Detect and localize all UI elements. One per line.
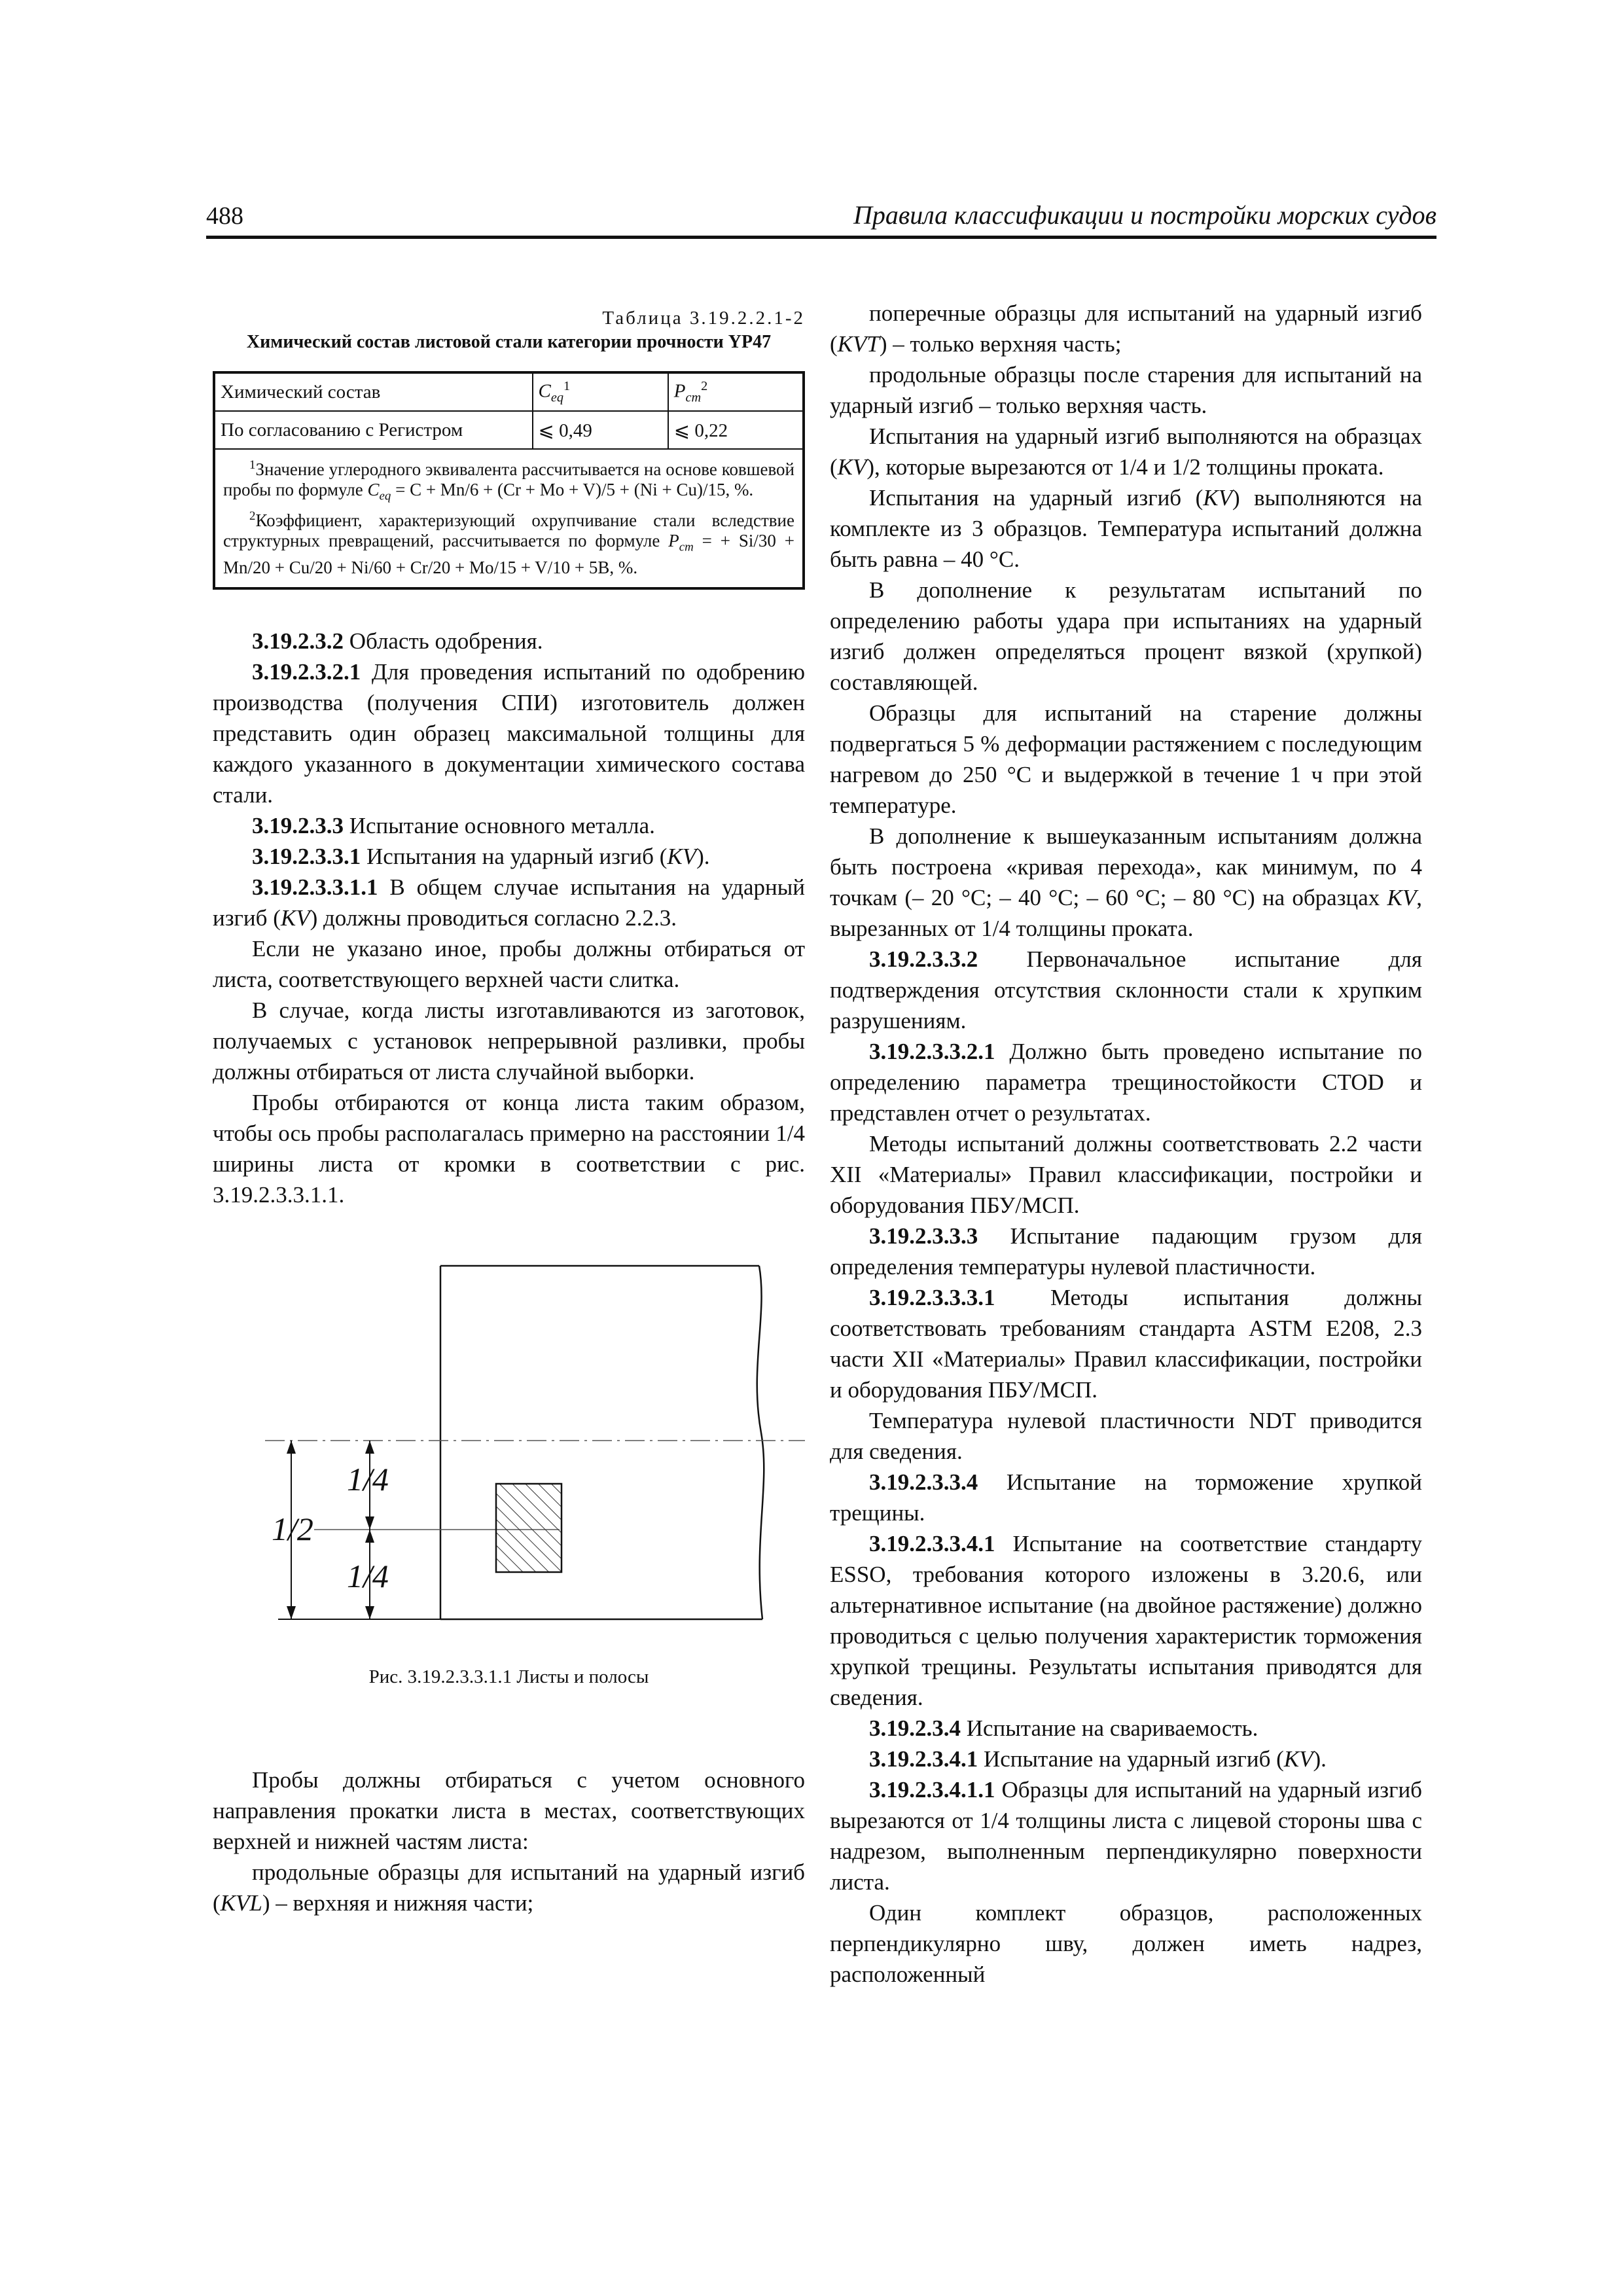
paragraph: 3.19.2.3.3.2 Первоначальное испытание для подтверждения отсутствия склонности стали к хрупким разрушениям. bbox=[830, 946, 1422, 1033]
table-header-row bbox=[214, 372, 804, 411]
paragraph: 3.19.2.3.3 Испытание основного металла. bbox=[252, 812, 655, 838]
paragraph: продольные образцы для испытаний на ударный изгиб (KVL) – верхняя и нижняя части; bbox=[213, 1859, 805, 1916]
label-quarter-bottom: 1/4 bbox=[347, 1557, 389, 1594]
table-notes bbox=[214, 449, 804, 588]
table-footnote: $^2$Коэффициент, характеризующий охрупчивание стали вследствие структурных превращений, рассчитывается по формуле $P_{cm}$ = + Si/30 + Mn/20 + Cu/20 + Ni/60 + Cr/20 + Mo/15 + V/10 + 5B, %. bbox=[223, 509, 794, 577]
table-cell: ⩽ 0,49 bbox=[533, 411, 668, 449]
paragraph: В дополнение к вышеуказанным испытаниям должна быть построена «кривая перехода», как минимум, по 4 точкам (– 20 °С; – 40 °С; – 60 °С; – 80 °С) на образцах KV, вырезанных от 1/4 толщины проката. bbox=[830, 823, 1422, 941]
left-column bbox=[213, 298, 805, 1918]
arrowhead bbox=[365, 1516, 374, 1530]
paragraph: Пробы отбираются от конца листа таким образом, чтобы ось пробы располагалась примерно на расстоянии 1/4 ширины листа от кромки в соответствии с рис. 3.19.2.3.3.1.1. bbox=[213, 1089, 805, 1208]
paragraph: В дополнение к результатам испытаний по определению работы удара при испытаниях на ударный изгиб должен определяться процент вязкой (хрупкой) составляющей. bbox=[830, 577, 1422, 695]
arrowhead bbox=[287, 1441, 296, 1454]
paragraph: поперечные образцы для испытаний на ударный изгиб (KVT) – только верхняя часть; bbox=[830, 300, 1422, 357]
table-notes-row bbox=[214, 449, 804, 588]
paragraph: Испытания на ударный изгиб выполняются на образцах (KV), которые вырезаются от 1/4 и 1/2 толщины проката. bbox=[830, 423, 1422, 480]
label-quarter-top: 1/4 bbox=[347, 1460, 389, 1498]
table-caption: Таблица 3.19.2.2.1-2 bbox=[602, 308, 805, 329]
paragraph: Методы испытаний должны соответствовать 2.2 части XII «Материалы» Правил классификации, постройки и оборудования ПБУ/МСП. bbox=[830, 1131, 1422, 1218]
sheet-break-line bbox=[757, 1266, 764, 1619]
figure-caption: Рис. 3.19.2.3.3.1.1 Листы и полосы bbox=[368, 1666, 649, 1687]
table-title: Химический состав листовой стали категории прочности YP47 bbox=[246, 332, 772, 352]
table-header-cell: $C_{eq}^1$ bbox=[533, 372, 668, 411]
paragraph: 3.19.2.3.2 Область одобрения. bbox=[252, 628, 543, 654]
right-column bbox=[830, 298, 1422, 1990]
label-half: 1/2 bbox=[272, 1510, 313, 1547]
paragraph: 3.19.2.3.3.1 Испытания на ударный изгиб (KV). bbox=[252, 843, 710, 869]
paragraph: продольные образцы после старения для испытаний на ударный изгиб – только верхняя часть. bbox=[830, 362, 1422, 418]
table-cell: По согласованию с Регистром bbox=[214, 411, 533, 449]
running-title: Правила классификации и постройки морских судов bbox=[853, 200, 1436, 230]
table-footnote: $^1$Значение углеродного эквивалента рассчитывается на основе ковшевой пробы по формуле $C_{eq} = C + Mn/6 + (Cr + Mo + V)/5 + (Ni + Cu)/15$, %. bbox=[223, 458, 794, 503]
table-header-cell: Химический состав bbox=[214, 372, 533, 411]
table-header-cell: $P_{cm}^2$ bbox=[668, 372, 804, 411]
page-header bbox=[206, 196, 1436, 239]
paragraph: 3.19.2.3.3.1.1 В общем случае испытания на ударный изгиб (KV) должны проводиться согласно 2.2.3. bbox=[213, 874, 805, 931]
paragraph: 3.19.2.3.3.4.1 Испытание на соответствие стандарту ESSO, требования которого изложены в 3.20.6, или альтернативное испытание (на двойное растяжение) должно проводиться с целью получения характеристик торможения хрупкой трещины. Результаты испытания приводятся для сведения. bbox=[830, 1531, 1422, 1710]
chemical-composition-table bbox=[213, 371, 805, 590]
paragraph: Образцы для испытаний на старение должны подвергаться 5 % деформации растяжением с последующим нагревом до 250 °С и выдержкой в течение 1 ч при этой температуре. bbox=[830, 700, 1422, 818]
figure-sheets-and-strips bbox=[213, 1236, 805, 1655]
paragraph: В случае, когда листы изготавливаются из заготовок, получаемых с установок непрерывной разливки, пробы должны отбираться от листа случайной выборки. bbox=[213, 997, 805, 1085]
table-row bbox=[214, 411, 804, 449]
paragraph: Температура нулевой пластичности NDT приводится для сведения. bbox=[830, 1408, 1422, 1464]
paragraph: 3.19.2.3.3.4 Испытание на торможение хрупкой трещины. bbox=[830, 1469, 1422, 1526]
paragraph: Один комплект образцов, расположенных перпендикулярно шву, должен иметь надрез, расположенный bbox=[830, 1900, 1422, 1987]
paragraph: 3.19.2.3.3.2.1 Должно быть проведено испытание по определению параметра трещиностойкости CTOD и представлен отчет о результатах. bbox=[830, 1039, 1422, 1126]
arrowhead bbox=[365, 1441, 374, 1454]
sheet-diagram bbox=[213, 1236, 805, 1629]
paragraph: Испытания на ударный изгиб (KV) выполняются на комплекте из 3 образцов. Температура испытаний должна быть равна – 40 °С. bbox=[830, 485, 1422, 572]
paragraph: 3.19.2.3.4.1 Испытание на ударный изгиб (KV). bbox=[869, 1746, 1327, 1772]
paragraph: Пробы должны отбираться с учетом основного направления прокатки листа в местах, соответствующих верхней и нижней частям листа: bbox=[213, 1767, 805, 1854]
arrowhead bbox=[365, 1606, 374, 1619]
paragraph: 3.19.2.3.2.1 Для проведения испытаний по одобрению производства (получения СПИ) изготовитель должен представить один образец максимальной толщины для каждого указанного в документации химического состава стали. bbox=[213, 658, 805, 808]
arrowhead bbox=[287, 1606, 296, 1619]
specimen-location bbox=[496, 1484, 562, 1572]
paragraph: Если не указано иное, пробы должны отбираться от листа, соответствующего верхней части слитка. bbox=[213, 935, 805, 992]
paragraph: 3.19.2.3.4.1.1 Образцы для испытаний на ударный изгиб вырезаются от 1/4 толщины листа с лицевой стороны шва с надрезом, выполненным перпендикулярно поверхности листа. bbox=[830, 1777, 1422, 1895]
paragraph: 3.19.2.3.4 Испытание на свариваемость. bbox=[869, 1715, 1258, 1741]
paragraph: 3.19.2.3.3.3 Испытание падающим грузом для определения температуры нулевой пластичности. bbox=[830, 1223, 1422, 1280]
paragraph: 3.19.2.3.3.3.1 Методы испытания должны соответствовать требованиям стандарта ASTM E208, 2.3 части XII «Материалы» Правил классификации, постройки и оборудования ПБУ/МСП. bbox=[830, 1285, 1422, 1403]
table-cell: ⩽ 0,22 bbox=[668, 411, 804, 449]
page-number: 488 bbox=[206, 202, 243, 230]
arrowhead bbox=[365, 1530, 374, 1543]
